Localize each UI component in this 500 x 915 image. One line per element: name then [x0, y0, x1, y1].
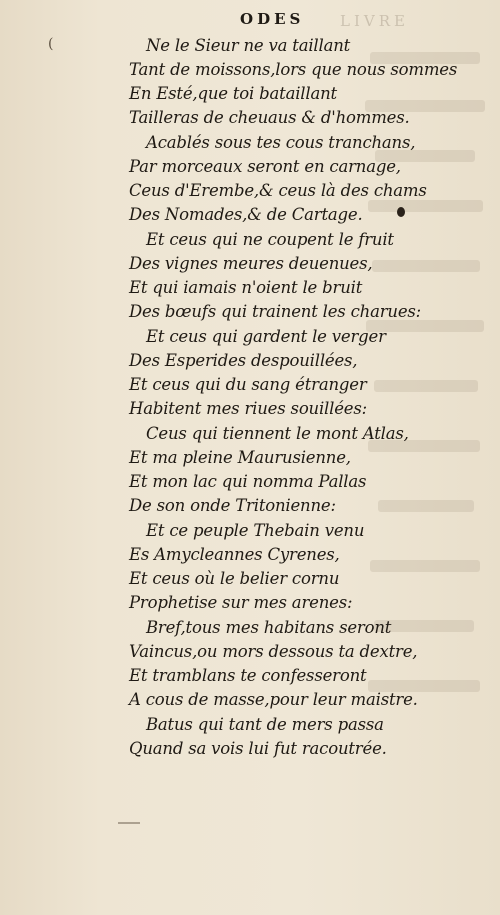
- verse-line: Ceus d'Erembe,& ceus là des chams: [129, 181, 427, 200]
- verse-line: Tailleras de cheuaus & d'hommes.: [129, 108, 410, 127]
- show-through-line: [370, 560, 480, 572]
- facing-page-title: LIVRE: [340, 12, 409, 30]
- verse-line: Tant de moissons,lors que nous sommes: [129, 60, 458, 79]
- verse-line: Habitent mes riues souillées:: [129, 399, 367, 418]
- verse-line: Par morceaux seront en carnage,: [129, 157, 401, 176]
- verse-line: Des Nomades,& de Cartage.: [129, 205, 363, 224]
- show-through-line: [372, 260, 480, 272]
- verse-line: Et qui iamais n'oient le bruit: [129, 278, 363, 297]
- verse-line: De son onde Tritonienne:: [129, 496, 336, 515]
- verse-line: Vaincus,ou mors dessous ta dextre,: [129, 642, 418, 661]
- verse-line: Et ceus qui ne coupent le fruit: [146, 230, 394, 249]
- verse-line: Et tramblans te confesseront: [129, 666, 367, 685]
- show-through-line: [368, 200, 483, 212]
- verse-line: Et ce peuple Thebain venu: [146, 521, 365, 540]
- verse-line: Batus qui tant de mers passa: [146, 715, 384, 734]
- verse-line: Bref,tous mes habitans seront: [146, 618, 392, 637]
- verse-line: Prophetise sur mes arenes:: [129, 593, 353, 612]
- show-through-line: [378, 500, 474, 512]
- verse-line: Des vignes meures deuenues,: [129, 254, 373, 273]
- page-mark: [118, 822, 140, 824]
- verse-line: Et ceus qui gardent le verger: [146, 327, 386, 346]
- running-head: [0, 8, 500, 32]
- verse-line: En Esté,que toi bataillant: [129, 84, 337, 103]
- verse-line: Des Esperides despouillées,: [129, 351, 358, 370]
- verse-line: Et mon lac qui nomma Pallas: [129, 472, 367, 491]
- verse-line: Acablés sous tes cous tranchans,: [146, 133, 416, 152]
- verse-line: A cous de masse,pour leur maistre.: [129, 690, 418, 709]
- verse-line: Ne le Sieur ne va taillant: [146, 36, 351, 55]
- verse-line: Des bœufs qui trainent les charues:: [129, 302, 422, 321]
- verse-line: Et ma pleine Maurusienne,: [129, 448, 351, 467]
- verse-line: Quand sa vois lui fut racoutrée.: [129, 739, 387, 758]
- verse-line: Ceus qui tiennent le mont Atlas,: [146, 424, 409, 443]
- ink-blot: [397, 207, 405, 217]
- page-title: ODES: [240, 10, 305, 28]
- verse-line: Et ceus qui du sang étranger: [129, 375, 367, 394]
- show-through-line: [374, 380, 478, 392]
- verse-line: Es Amycleannes Cyrenes,: [129, 545, 340, 564]
- verse-line: Et ceus où le belier cornu: [129, 569, 340, 588]
- margin-note: (: [48, 36, 54, 52]
